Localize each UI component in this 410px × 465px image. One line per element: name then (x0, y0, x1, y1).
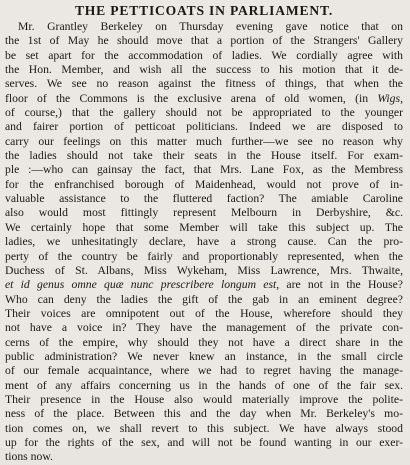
article-line: ment of any affairs concerning us in the hands of one of the fair sex. (5, 378, 403, 392)
article-line: the Hon. Member, and wish all the success to his motion that it de- (5, 63, 403, 77)
article-line: of our female acquaintance, where we had to regret having the manage- (5, 364, 403, 378)
article-line: perty of the country be fairly and proportionably represented, when the (5, 249, 403, 263)
article-line-text: floor of the Commons is the exclusive arena of old women, (in (5, 91, 378, 105)
article-line: tion comes on, we shall revert to this subject. We have always stood (5, 421, 403, 435)
article-line (5, 278, 403, 292)
article-line: tions now. (5, 450, 53, 464)
article-line: of course,) that the gallery should not be appropriated to the younger (5, 106, 403, 120)
article-line: the 1st of May he should move that a portion of the Strangers' Gallery (5, 34, 403, 48)
article-italic-text: et id genus omne quæ nunc prescribere longum est, (5, 278, 280, 292)
article-line (5, 92, 403, 106)
article-line: for the enfranchised borough of Maidenhead, would not prove of in- (5, 177, 403, 191)
article-line-text: are not in the House? (279, 278, 403, 292)
article-line: valuable assistance to the fluttered faction? The amiable Caroline (5, 192, 403, 206)
article-line: not have a voice in? They have the management of the private con- (5, 321, 403, 335)
article-italic-text: Wigs, (377, 91, 403, 105)
article-body (5, 20, 403, 465)
article-line: cerns of the empire, why should they not have a direct share in the (5, 335, 403, 349)
article-line: Duchess of St. Albans, Miss Wykeham, Miss Lawrence, Mrs. Thwaite, (5, 263, 403, 277)
article-line: ladies, we unhesitatingly declare, have a strong cause. Can the pro- (5, 235, 403, 249)
article-headline: THE PETTICOATS IN PARLIAMENT. (74, 3, 334, 18)
article-line: carry our feelings on this matter much further—we see no reason why (5, 134, 403, 148)
article-line: We certainly hope that some Member will take this subject up. The (5, 220, 403, 234)
article-line: up for the rights of the sex, and will not be found wanting in our exer- (5, 435, 403, 449)
article-line: the ladies should not take their seats in the House itself. For exam- (5, 149, 403, 163)
article-line: and fairer portion of petticoat politicians. Indeed we are disposed to (5, 120, 403, 134)
article-line: Who can deny the ladies the gift of the gab in an eminent degree? (5, 292, 403, 306)
article-line: Mr. Grantley Berkeley on Thursday evening gave notice that on (18, 20, 403, 33)
article-line: Their voices are omnipotent out of the House, wherefore should they (5, 306, 403, 320)
article-line: be set apart for the accommodation of ladies. We cordially agree with (5, 48, 403, 62)
article-line: public administration? We never knew an instance, in the small circle (5, 349, 403, 363)
article-line: ple :—who can gainsay the fact, that Mrs. Lane Fox, as the Membress (5, 163, 403, 177)
article-line: ness of the place. Between this and the day when Mr. Berkeley's mo- (5, 407, 403, 421)
article-line: serves. We see no reason against the fitness of things, that when the (5, 77, 403, 91)
article-line: also would most fittingly represent Melbourn in Derbyshire, &c. (5, 206, 403, 220)
article-line: Their presence in the House also would materially improve the polite- (5, 392, 403, 406)
